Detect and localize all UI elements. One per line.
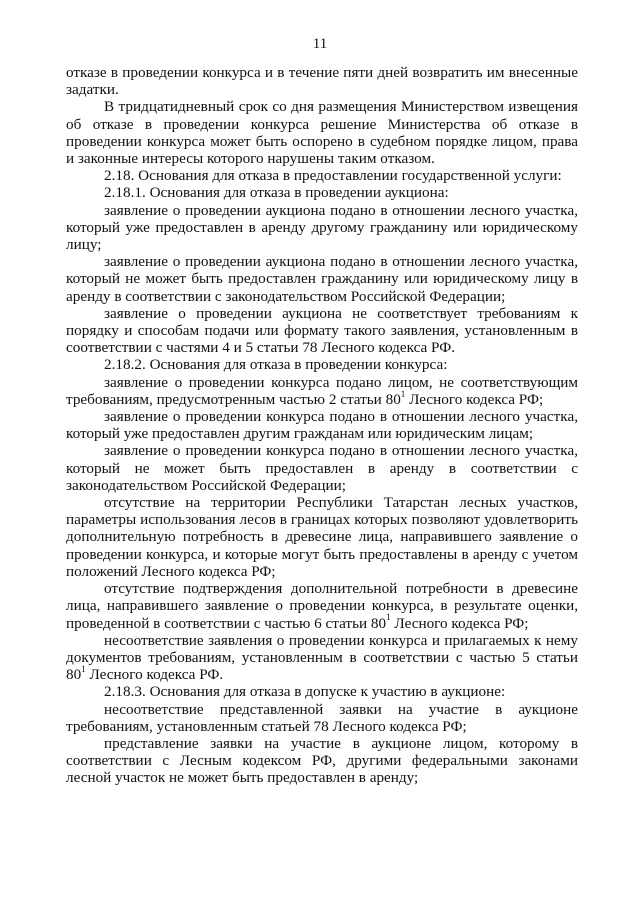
text-segment: отсутствие подтверждения дополнительной потребности в древесине лица, направившего заявление о проведении конкурса, в результате оценки, проведенной в соответствии с частью 6 статьи 80 (66, 580, 578, 632)
list-item: заявление о проведении конкурса подано в отношении лесного участка, который не может быть предоставлен в аренду в соответствии с законодательством Российской Федерации; (66, 442, 578, 494)
list-item: заявление о проведении конкурса подано в отношении лесного участка, который уже предоставлен другим гражданам или юридическим лицам; (66, 408, 578, 443)
text-segment: Лесного кодекса РФ; (390, 614, 529, 632)
list-item: заявление о проведении аукциона не соответствует требованиям к порядку и способам подачи или формату такого заявления, установленным в соответствии с частями 4 и 5 статьи 78 Лесного кодекса РФ. (66, 304, 578, 357)
paragraph-continuation: отказе в проведении конкурса и в течение пяти дней возвратить им внесенные задатки. (66, 64, 578, 99)
list-item: заявление о проведении аукциона подано в отношении лесного участка, который не может быть предоставлен гражданину или юридическому лицу в аренду в соответствии с законодательством Российской Федерации; (66, 253, 578, 305)
document-body (66, 64, 578, 787)
paragraph-appeal-period: В тридцатидневный срок со дня размещения Министерством извещения об отказе в проведении конкурса решение Министерства об отказе в проведении конкурса может быть оспорено в судебном порядке лицом, права и законные интересы которого нарушены таким отказом. (66, 98, 578, 168)
section-heading-2-18-1: 2.18.1. Основания для отказа в проведении аукциона: (104, 184, 449, 202)
section-heading-2-18: 2.18. Основания для отказа в предоставлении государственной услуги: (104, 167, 562, 185)
page-number: 11 (312, 36, 328, 52)
list-item: несоответствие представленной заявки на участие в аукционе требованиям, установленным статьей 78 Лесного кодекса РФ; (66, 700, 578, 735)
text-segment: заявление о проведении конкурса подано лицом, не соответствующим требованиям, предусмотренным частью 2 статьи 80 (66, 373, 578, 408)
text-segment: несоответствие заявления о проведении конкурса и прилагаемых к нему документов требованиям, установленным в соответствии с частью 5 статьи 80 (66, 631, 578, 684)
text-segment: Лесного кодекса РФ. (85, 666, 224, 684)
list-item (66, 632, 578, 684)
list-item (66, 580, 578, 632)
superscript: 1 (400, 388, 406, 399)
list-item: представление заявки на участие в аукционе лицом, которому в соответствии с Лесным кодексом РФ, другими федеральными законами лесной участок не может быть предоставлен в аренду; (66, 734, 578, 787)
superscript: 1 (81, 664, 86, 675)
section-heading-2-18-2: 2.18.2. Основания для отказа в проведении конкурса: (104, 356, 448, 374)
superscript: 1 (386, 612, 391, 623)
list-item: заявление о проведении аукциона подано в отношении лесного участка, который уже предоставлен в аренду другому гражданину или юридическому лицу; (66, 201, 578, 254)
list-item: отсутствие на территории Республики Татарстан лесных участков, параметры использования лесов в границах которых позволяют удовлетворить дополнительную потребность в древесине лица, направившего заявление о проведении конкурса, и которые могут быть предоставлены в аренду с учетом положений Лесного кодекса РФ; (66, 494, 578, 580)
section-heading-2-18-3: 2.18.3. Основания для отказа в допуске к участию в аукционе: (104, 683, 506, 701)
list-item (66, 374, 578, 408)
text-segment: Лесного кодекса РФ; (405, 390, 544, 408)
